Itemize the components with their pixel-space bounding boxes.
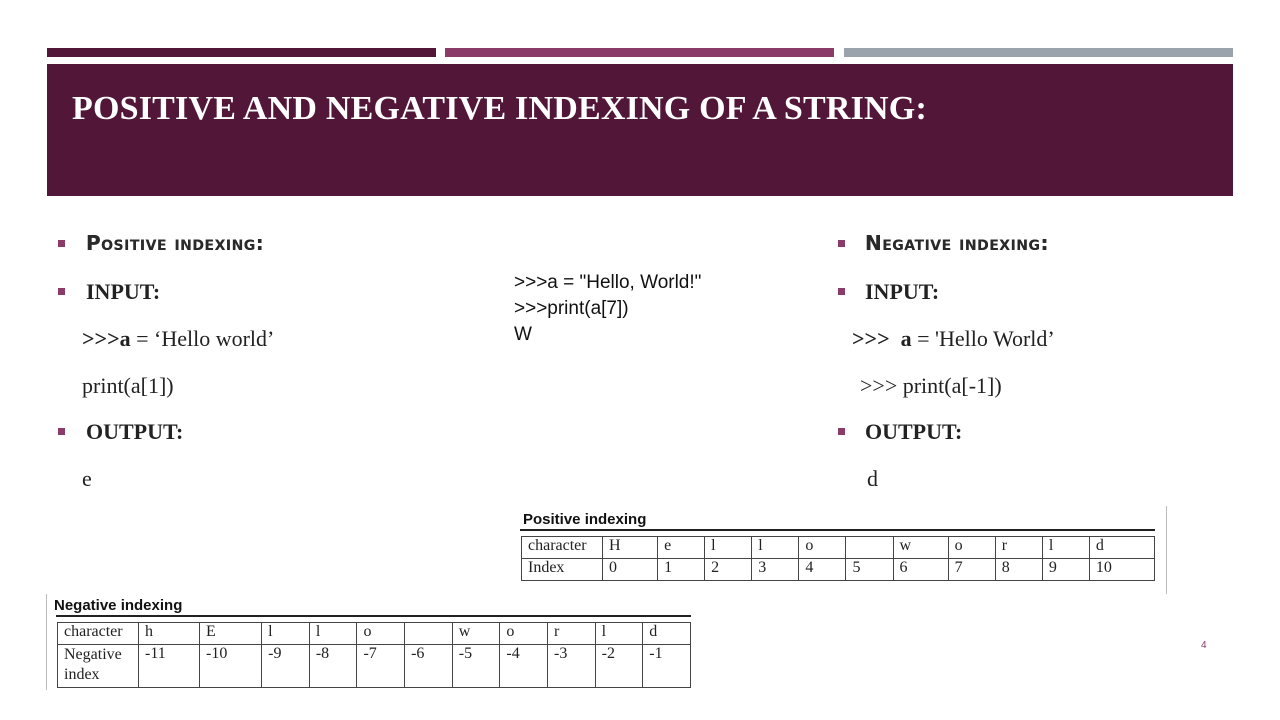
left-code-assign: = ‘Hello world’ bbox=[130, 326, 275, 351]
negative-table-rule bbox=[56, 615, 691, 617]
table-cell: 5 bbox=[846, 559, 893, 581]
table-cell: l bbox=[752, 537, 799, 559]
row-header-cell: Index bbox=[522, 559, 603, 581]
table-cell: l bbox=[595, 623, 643, 645]
table-cell: 6 bbox=[893, 559, 948, 581]
table-cell: r bbox=[548, 623, 596, 645]
table-cell: e bbox=[658, 537, 705, 559]
table-cell: o bbox=[948, 537, 995, 559]
table-cell: 4 bbox=[799, 559, 846, 581]
middle-code-line-2: >>>print(a[7]) bbox=[514, 298, 629, 319]
table-cell: -7 bbox=[357, 645, 405, 688]
table-cell: -8 bbox=[309, 645, 357, 688]
positive-table-rule bbox=[520, 529, 1155, 531]
negative-table-title: Negative indexing bbox=[54, 597, 183, 614]
table-cell: -5 bbox=[452, 645, 500, 688]
table-cell: -3 bbox=[548, 645, 596, 688]
positive-figure-edge bbox=[1166, 506, 1167, 594]
right-code-line-2: >>> print(a[-1]) bbox=[860, 373, 1002, 398]
bullet-icon bbox=[58, 428, 65, 435]
table-cell: -11 bbox=[139, 645, 200, 688]
top-accent-bar-gray bbox=[844, 48, 1233, 57]
table-cell: 9 bbox=[1042, 559, 1089, 581]
right-code-prompt: >>> bbox=[852, 326, 890, 351]
table-row bbox=[58, 623, 691, 645]
bullet-icon bbox=[838, 240, 845, 247]
left-input-label: INPUT: bbox=[86, 279, 161, 304]
table-cell: w bbox=[452, 623, 500, 645]
right-output-label: OUTPUT: bbox=[865, 419, 963, 444]
table-cell: o bbox=[799, 537, 846, 559]
middle-code-block bbox=[514, 270, 701, 348]
table-cell: 1 bbox=[658, 559, 705, 581]
table-cell: 7 bbox=[948, 559, 995, 581]
table-cell: H bbox=[603, 537, 658, 559]
table-cell: 2 bbox=[705, 559, 752, 581]
table-cell: -9 bbox=[262, 645, 310, 688]
left-code-line-2: print(a[1]) bbox=[82, 373, 174, 398]
right-code-var: a bbox=[900, 326, 912, 351]
table-cell: 8 bbox=[995, 559, 1042, 581]
left-code-line-1 bbox=[82, 326, 274, 352]
page-number: 4 bbox=[1201, 640, 1207, 651]
table-cell: l bbox=[309, 623, 357, 645]
left-output-value: e bbox=[82, 466, 92, 491]
table-cell: o bbox=[500, 623, 548, 645]
negative-figure-edge bbox=[46, 594, 47, 690]
table-cell: E bbox=[200, 623, 262, 645]
table-cell: 10 bbox=[1089, 559, 1154, 581]
table-cell bbox=[846, 537, 893, 559]
table-cell: l bbox=[262, 623, 310, 645]
right-code-line-1 bbox=[852, 326, 1055, 352]
table-cell: -2 bbox=[595, 645, 643, 688]
bullet-icon bbox=[58, 288, 65, 295]
table-cell: l bbox=[1042, 537, 1089, 559]
table-cell: -6 bbox=[405, 645, 453, 688]
table-cell: d bbox=[1089, 537, 1154, 559]
positive-index-table bbox=[521, 536, 1155, 581]
bullet-icon bbox=[58, 240, 65, 247]
table-cell: 0 bbox=[603, 559, 658, 581]
row-header-cell: character bbox=[58, 623, 139, 645]
right-output-value: d bbox=[867, 466, 878, 491]
table-cell: l bbox=[705, 537, 752, 559]
bullet-icon bbox=[838, 288, 845, 295]
left-heading: Positive indexing: bbox=[86, 231, 265, 255]
negative-index-table bbox=[57, 622, 691, 688]
table-cell: 3 bbox=[752, 559, 799, 581]
table-row bbox=[522, 537, 1155, 559]
table-cell: r bbox=[995, 537, 1042, 559]
table-row bbox=[522, 559, 1155, 581]
middle-code-line-1: >>>a = "Hello, World!" bbox=[514, 272, 702, 293]
table-cell: -10 bbox=[200, 645, 262, 688]
row-header-cell: Negative index bbox=[58, 645, 139, 688]
row-header-cell: character bbox=[522, 537, 603, 559]
left-output-label: OUTPUT: bbox=[86, 419, 184, 444]
positive-table-title: Positive indexing bbox=[523, 511, 647, 528]
table-cell: -1 bbox=[643, 645, 691, 688]
table-cell: d bbox=[643, 623, 691, 645]
bullet-icon bbox=[838, 428, 845, 435]
top-accent-bar-dark bbox=[47, 48, 436, 57]
right-input-label: INPUT: bbox=[865, 279, 940, 304]
slide-title: POSITIVE AND NEGATIVE INDEXING OF A STRING: bbox=[72, 90, 927, 127]
table-cell: o bbox=[357, 623, 405, 645]
right-code-assign: = 'Hello World’ bbox=[911, 326, 1055, 351]
left-code-prompt: >>>a bbox=[82, 326, 131, 351]
table-cell: w bbox=[893, 537, 948, 559]
table-cell: -4 bbox=[500, 645, 548, 688]
middle-code-line-3: W bbox=[514, 324, 532, 345]
right-heading: Negative indexing: bbox=[865, 231, 1049, 255]
top-accent-bar-mid bbox=[445, 48, 834, 57]
table-cell: h bbox=[139, 623, 200, 645]
title-band bbox=[47, 64, 1233, 196]
table-cell bbox=[405, 623, 453, 645]
table-row bbox=[58, 645, 691, 688]
